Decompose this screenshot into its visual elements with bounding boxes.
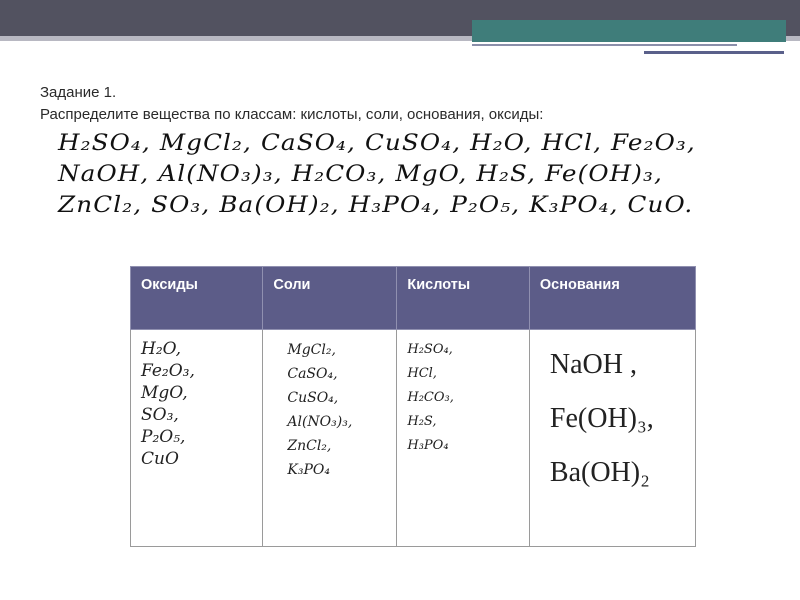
list-item: Al(NO₃)₃,	[287, 414, 353, 430]
list-item: Ba(OH)₂	[549, 457, 650, 488]
list-item: MgCl₂,	[287, 342, 336, 358]
accent-line-short	[644, 51, 784, 54]
list-item: P₂O₅,	[141, 427, 186, 447]
list-item: H₂SO₄,	[407, 342, 453, 357]
header-oxides: Оксиды	[131, 267, 263, 330]
task-instruction: Распределите вещества по классам: кислоты, соли, основания, оксиды:	[40, 106, 544, 123]
list-item: H₂CO₃,	[407, 390, 454, 405]
cell-bases	[529, 330, 695, 547]
list-item: HCl,	[407, 366, 437, 381]
list-item: CaSO₄,	[287, 366, 338, 382]
header-acids: Кислоты	[397, 267, 530, 330]
list-item: NaOH ,	[549, 349, 637, 380]
task-heading: Задание 1.	[40, 84, 117, 101]
cell-salts	[263, 330, 397, 547]
list-item: H₂O,	[141, 339, 181, 359]
list-item: Fe₂O₃,	[141, 361, 195, 381]
list-item: CuO	[141, 449, 179, 469]
classification-table	[130, 266, 696, 547]
formula-line: H₂SO₄, MgCl₂, CaSO₄, CuSO₄, H₂O, HCl, Fe₂O₃,	[58, 131, 696, 156]
task-text	[40, 82, 543, 126]
list-item: H₃PO₄	[407, 438, 449, 453]
list-item: Fe(OH)₃,	[549, 403, 654, 434]
formula-line: ZnCl₂, SO₃, Ba(OH)₂, H₃PO₄, P₂O₅, K₃PO₄, CuO.	[58, 193, 694, 218]
cell-oxides	[131, 330, 263, 547]
list-item: MgO,	[141, 383, 188, 403]
substance-list	[58, 128, 800, 221]
cell-acids	[397, 330, 530, 547]
accent-bar	[472, 20, 786, 42]
list-item: CuSO₄,	[287, 390, 339, 406]
list-item: ZnCl₂,	[287, 438, 332, 454]
list-item: SO₃,	[141, 405, 179, 425]
accent-line	[472, 44, 737, 46]
list-item: H₂S,	[407, 414, 437, 429]
list-item: K₃PO₄	[287, 462, 330, 478]
header-salts: Соли	[263, 267, 397, 330]
header-bases: Основания	[529, 267, 695, 330]
formula-line: NaOH, Al(NO₃)₃, H₂CO₃, MgO, H₂S, Fe(OH)₃,	[58, 162, 663, 187]
